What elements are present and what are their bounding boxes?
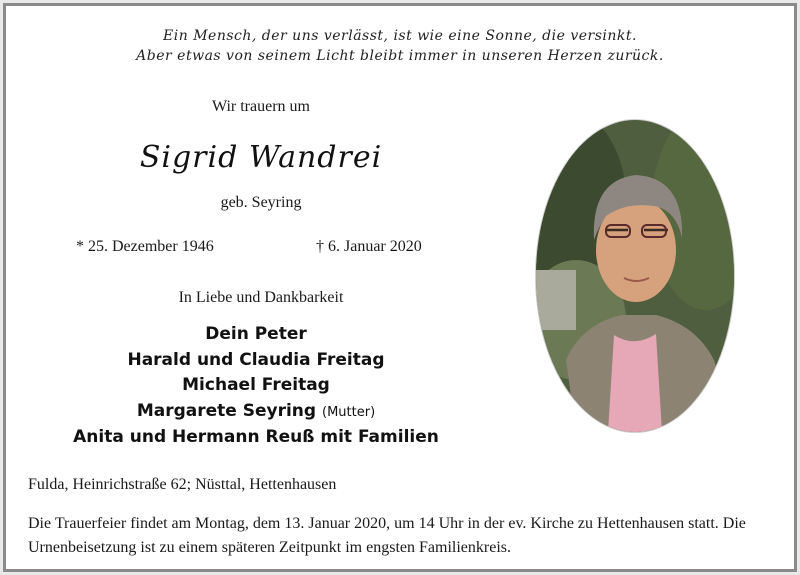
family-address: Fulda, Heinrichstraße 62; Nüsttal, Hettenhausen [28,476,337,493]
maiden-name: geb. Seyring [220,194,302,211]
mourner-line [36,399,476,426]
gratitude-line: In Liebe und Dankbarkeit [178,289,344,306]
quote-line-1: Ein Mensch, der uns verlässt, ist wie eine Sonne, die versinkt. [163,28,637,44]
mourner-line: Harald und Claudia Freitag [127,349,385,370]
birth-date: * 25. Dezember 1946 [76,238,214,255]
mourner-relation: (Mutter) [322,404,376,420]
portrait-photo [536,120,734,432]
portrait-image [536,120,734,432]
mourner-line: Michael Freitag [182,375,330,395]
deceased-name: Sigrid Wandrei [139,140,383,175]
obituary-card [3,3,797,572]
mourning-intro: Wir trauern um [212,98,310,115]
mourner-line: Dein Peter [205,324,307,344]
mourner-name: Margarete Seyring [136,400,317,421]
mourners-list [36,322,476,451]
death-date: † 6. Januar 2020 [316,238,422,255]
mourner-line: Anita und Hermann Reuß mit Familien [73,427,439,447]
quote-line-2: Aber etwas von seinem Licht bleibt immer in unseren Herzen zurück. [136,48,664,64]
memorial-quote [6,26,794,66]
funeral-notice: Die Trauerfeier findet am Montag, dem 13. Januar 2020, um 14 Uhr in der ev. Kirche zu Hettenhausen statt. Die Urnenbeisetzung ist zu einem späteren Zeitpunkt im engsten Familienkreis. [28,515,746,556]
